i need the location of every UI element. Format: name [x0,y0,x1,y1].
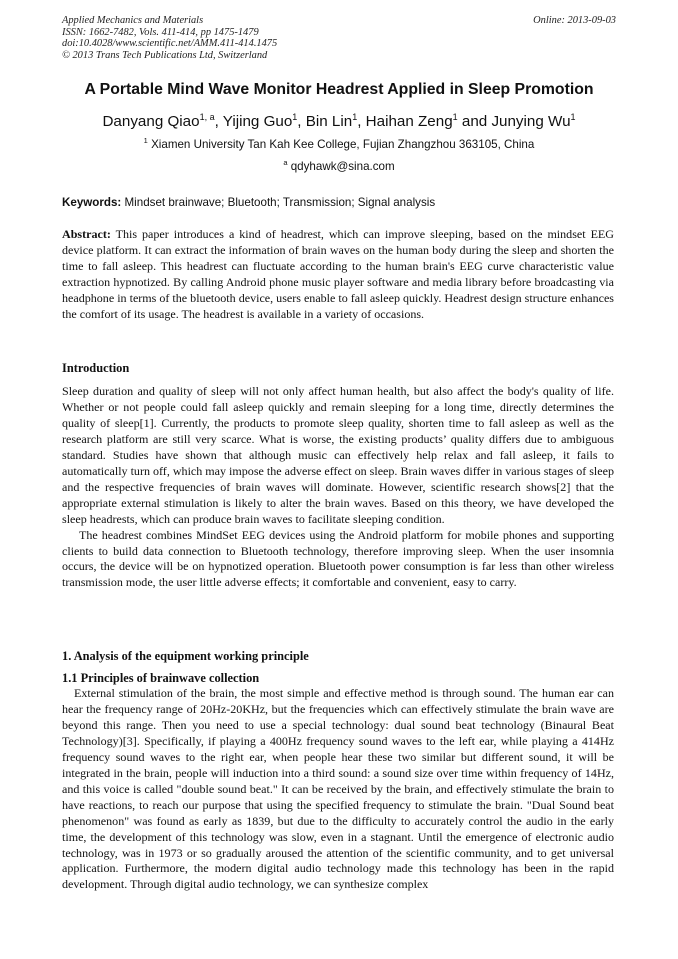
author-name: Junying Wu [491,113,571,130]
section-heading: 1. Analysis of the equipment working principle [62,649,309,663]
contact-email [40,159,638,174]
paragraph: The headrest combines MindSet EEG devices using the Android platform for mobile phones and supporting clients to build data connection to Bluetooth technology, therefore improving sleep. When the user insomnia occurs, the device will be on hypnotized operation. Bluetooth power consumption is far less than other wireless transmission mode, the user little adverse effects; it comfortable and convenient, easy to carry. [62,527,614,590]
abstract-text: This paper introduces a kind of headrest, which can improve sleeping, based on the mindset EEG device platform. It can extract the information of brain waves on the human body during the sleep and shorten the time to fall asleep. This headrest can fluctuate according to the human brain's EEG curve characteristic value extraction hypnotized. By calling Android phone music player software and media library before broadcasting via headphone in terms of the bluetooth device, users enable to fall asleep quickly. Headrest design structure enhances the comfort of its usage. The headrest is available in a variety of occasions. [62,227,614,321]
journal-header [62,15,616,61]
author-name: Yijing Guo [222,113,293,130]
subsection-heading: 1.1 Principles of brainwave collection [62,671,260,685]
author-list [40,112,638,132]
copyright-line: © 2013 Trans Tech Publications Ltd, Switzerland [62,49,268,61]
author-affiliation-mark: 1 [452,112,458,122]
affiliation-text: Xiamen University Tan Kah Kee College, Fujian Zhangzhou 363105, China [151,138,535,151]
issn-line: ISSN: 1662-7482, Vols. 411-414, pp 1475-1479 [62,26,259,38]
affiliation-mark: 1 [143,136,148,145]
introduction-heading: Introduction [62,361,130,375]
email-text: qdyhawk@sina.com [290,160,395,173]
doi-line: doi:10.4028/www.scientific.net/AMM.411-414.1475 [62,38,278,50]
author-separator: , [214,113,223,130]
author-affiliation-mark: 1 [352,112,358,122]
online-date: Online: 2013-09-03 [533,15,616,26]
introduction-body [62,384,614,591]
paragraph: Sleep duration and quality of sleep will not only affect human health, but also affect the body's quality of life. Whether or not people could fall asleep quickly and remain sleeping for a long time, directly determines the quality of sleep[1]. Currently, the products to promote sleep quality, shorten time to fall asleep as well as the research platform are still very scarce. What is worse, the existing products’ quality differs due to ambiguous standard. Studies have shown that although music can effectively help relax and fall asleep, it fails to automatically turn off, which may impose the adverse effect on sleep. Brain waves differ in various stages of sleep and the respective frequencies of brain waves will dominate. However, scientific research shows[2] that the appropriate external stimulation is likely to alter the brain waves. Based on this theory, we have developed the sleep headrests, which can produce brain waves to facilitate sleeping condition. [62,384,614,526]
keywords-text: Mindset brainwave; Bluetooth; Transmission; Signal analysis [124,196,436,209]
author-affiliation-mark: 1 [292,112,298,122]
author-name: Bin Lin [305,113,353,130]
author-affiliation-mark: 1, a [199,112,215,122]
author-affiliation-mark: 1 [570,112,576,122]
affiliation [40,137,638,152]
paragraph: External stimulation of the brain, the most simple and effective method is through sound. The human ear can hear the frequency range of 20Hz-20KHz, but the frequencies which can effectively stimulate the brain wave are beyond this range. Then you need to use a special technology: dual sound beat technology (Binaural Beat Technology)[3]. Specifically, if playing a 400Hz frequency sound waves to the left ear, while playing a 414Hz frequency sound waves to the right ear, when people hear these two similar but different sound, it will be integrated in the brain, people will induction into a third sound: a sound size over time within frequency of 14Hz, and this voice is called "double sound beat." It can be received by the brain, and effectively stimulate the brain to have reactions, to reach our purpose that using the specified frequency to stimulate the brain. "Dual Sound beat phenomenon" was found as early as 1839, but due to the difficulty to accurately control the audio in the early time, the development of this technology was slow, even in a stagnant. Until the emergence of electronic audio technology, was in 1973 or so gradually aroused the attention of the scientific community, and to get universal application. Furthermore, the modern digital audio technology made this technology has been in the rapid development. Through digital audio technology, we can synthesize complex [62,686,614,892]
paper-title: A Portable Mind Wave Monitor Headrest Applied in Sleep Promotion [84,81,594,98]
author-separator: , [297,113,306,130]
section-body [62,686,614,893]
journal-name: Applied Mechanics and Materials [62,15,204,26]
author-name: Danyang Qiao [102,113,200,130]
abstract-label: Abstract: [62,227,111,241]
author-name: Haihan Zeng [365,113,453,130]
abstract [62,227,614,323]
author-separator: and [457,113,492,130]
keywords [62,195,622,210]
keywords-label: Keywords: [62,196,122,209]
email-mark: a [283,158,288,167]
author-separator: , [357,113,366,130]
